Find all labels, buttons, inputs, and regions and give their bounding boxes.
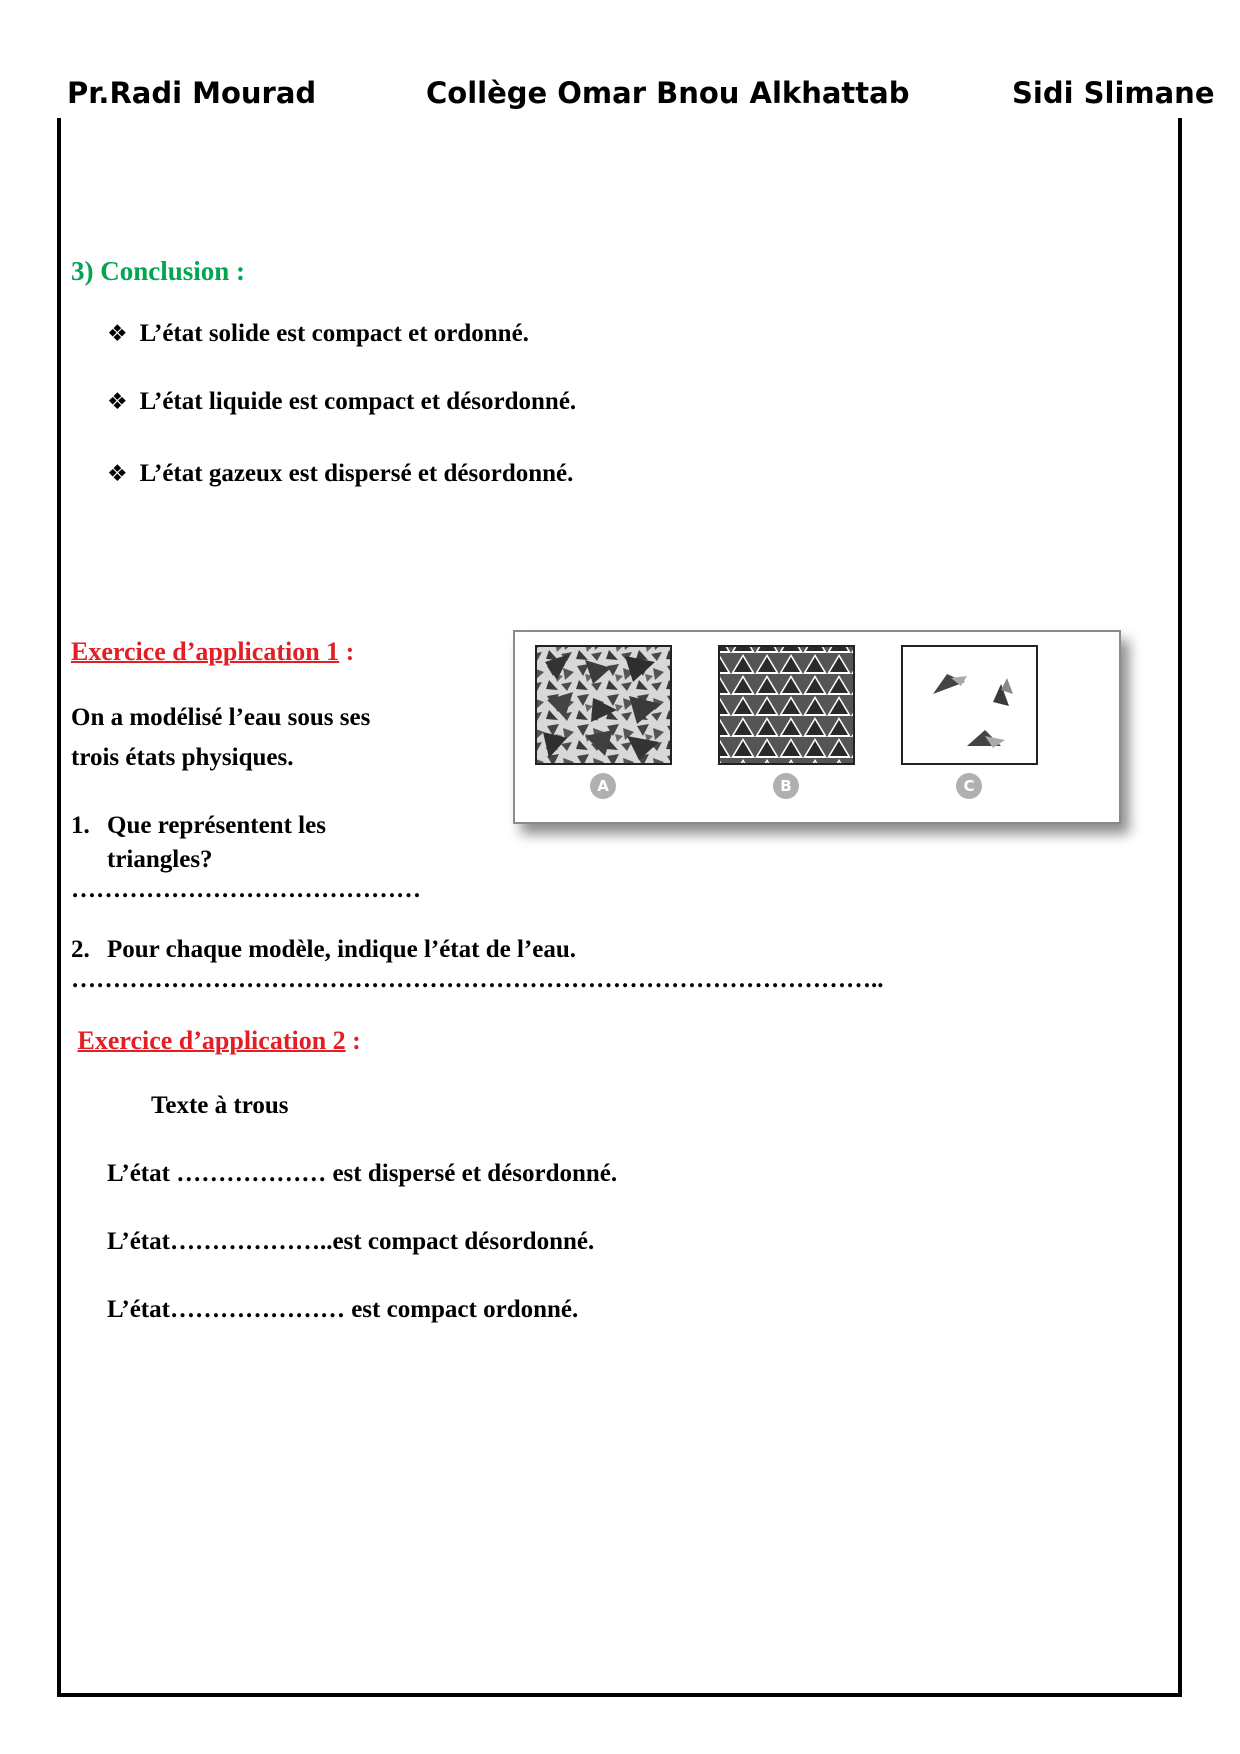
question2-number: 2. [71, 936, 90, 963]
exercise1-intro-line1: On a modélisé l’eau sous ses [71, 704, 371, 731]
question2-answer-dots: …………………………………………………………………………………….. [71, 966, 884, 993]
diamond-bullet-icon: ❖ [107, 321, 128, 347]
water-states-figure [513, 630, 1121, 824]
question1-line2: triangles? [107, 846, 213, 873]
fill-blank-line: L’état………………..est compact désordonné. [107, 1228, 595, 1255]
header-school: Collège Omar Bnou Alkhattab [426, 76, 910, 110]
model-c-gas [902, 646, 1037, 764]
conclusion-item: ❖ L’état solide est compact et ordonné. [107, 320, 529, 347]
fill-blank-line: L’état………………… est compact ordonné. [107, 1296, 579, 1323]
conclusion-item: ❖ L’état gazeux est dispersé et désordonné. [107, 460, 574, 487]
exercise1-intro-line2: trois états physiques. [71, 744, 294, 771]
conclusion-item: ❖ L’état liquide est compact et désordonné. [107, 388, 577, 415]
question1-answer-dots: …………………………………… [71, 876, 421, 903]
figure-label-c: C [956, 773, 982, 799]
figure-label-a: A [590, 773, 616, 799]
exercise2-subtitle: Texte à trous [151, 1092, 289, 1119]
header-city: Sidi Slimane [1012, 76, 1215, 110]
question1-number: 1. [71, 812, 90, 839]
model-a-liquid [536, 646, 671, 764]
fill-blank-line: L’état ……………… est dispersé et désordonné. [107, 1160, 618, 1187]
diamond-bullet-icon: ❖ [107, 461, 128, 487]
diamond-bullet-icon: ❖ [107, 389, 128, 415]
question2-text: Pour chaque modèle, indique l’état de l’eau. [107, 936, 576, 963]
exercise2-title: Exercice d’application 2 : [77, 1026, 361, 1055]
header-teacher: Pr.Radi Mourad [67, 76, 317, 110]
exercise1-title: Exercice d’application 1 : [71, 637, 355, 666]
model-b-solid [719, 646, 854, 764]
page-frame [57, 118, 1182, 1697]
conclusion-title: 3) Conclusion : [71, 256, 246, 286]
question1-line1: Que représentent les [107, 812, 326, 839]
figure-label-b: B [773, 773, 799, 799]
